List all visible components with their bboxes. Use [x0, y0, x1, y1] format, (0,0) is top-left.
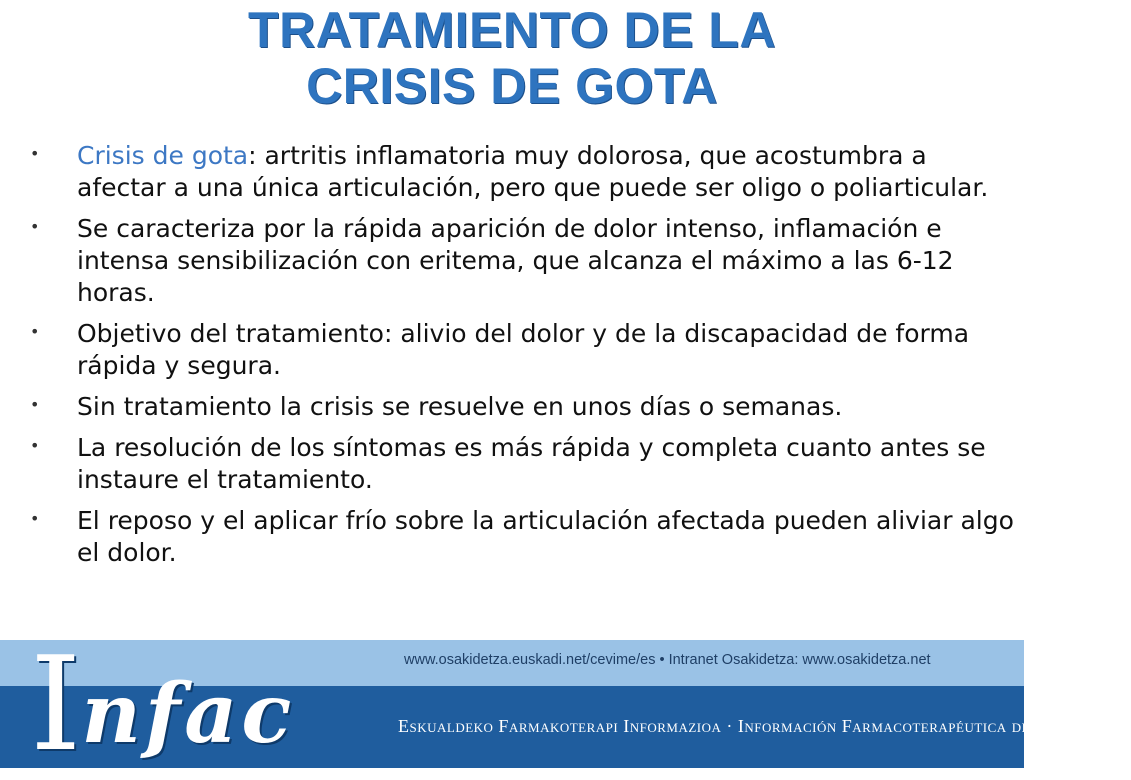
bullet-item	[30, 140, 1015, 204]
slide-title-line-1: TRATAMIENTO DE LA	[248, 2, 776, 58]
footer-tagline: Eskualdeko Farmakoterapi Informazioa · Información Farmacoterapéutica de la Comarca	[398, 716, 1131, 736]
bullet-marker: •	[30, 395, 40, 414]
bullet-text: Se caracteriza por la rápida aparición de dolor intenso, inflamación e intensa sensibilización con eritema, que alcanza el máximo a las 6-12 horas.	[77, 214, 954, 307]
infac-logo-initial: I	[30, 628, 82, 780]
bullet-text: Sin tratamiento la crisis se resuelve en unos días o semanas.	[77, 392, 843, 421]
bullet-text: Objetivo del tratamiento: alivio del dolor y de la discapacidad de forma rápida y segura.	[77, 319, 970, 380]
bullet-highlight: Crisis de gota	[77, 141, 249, 170]
infac-logo	[30, 628, 296, 780]
infac-logo-rest: nfac	[81, 666, 296, 762]
bullet-marker: •	[30, 144, 40, 163]
footer-banner	[0, 628, 1131, 780]
bullet-item	[30, 432, 1015, 496]
bullet-marker: •	[30, 509, 40, 528]
footer-urls: www.osakidetza.euskadi.net/cevime/es • Intranet Osakidetza: www.osakidetza.net	[404, 652, 931, 668]
bullet-item	[30, 318, 1015, 382]
bullet-item	[30, 391, 1015, 423]
bullet-marker: •	[30, 436, 40, 455]
slide-title	[0, 2, 1024, 114]
bullet-marker: •	[30, 322, 40, 341]
bullet-text: : artritis inflamatoria muy dolorosa, que acostumbra a afectar a una única articulación, pero que puede ser oligo o poliarticular.	[77, 141, 989, 202]
bullet-item	[30, 505, 1015, 569]
bullet-list	[30, 140, 1015, 578]
slide-title-line-2: CRISIS DE GOTA	[306, 58, 718, 114]
bullet-text: La resolución de los síntomas es más rápida y completa cuanto antes se instaure el tratamiento.	[77, 433, 986, 494]
bullet-marker: •	[30, 217, 40, 236]
bullet-text: El reposo y el aplicar frío sobre la articulación afectada pueden aliviar algo el dolor.	[77, 506, 1014, 567]
bullet-item	[30, 213, 1015, 309]
